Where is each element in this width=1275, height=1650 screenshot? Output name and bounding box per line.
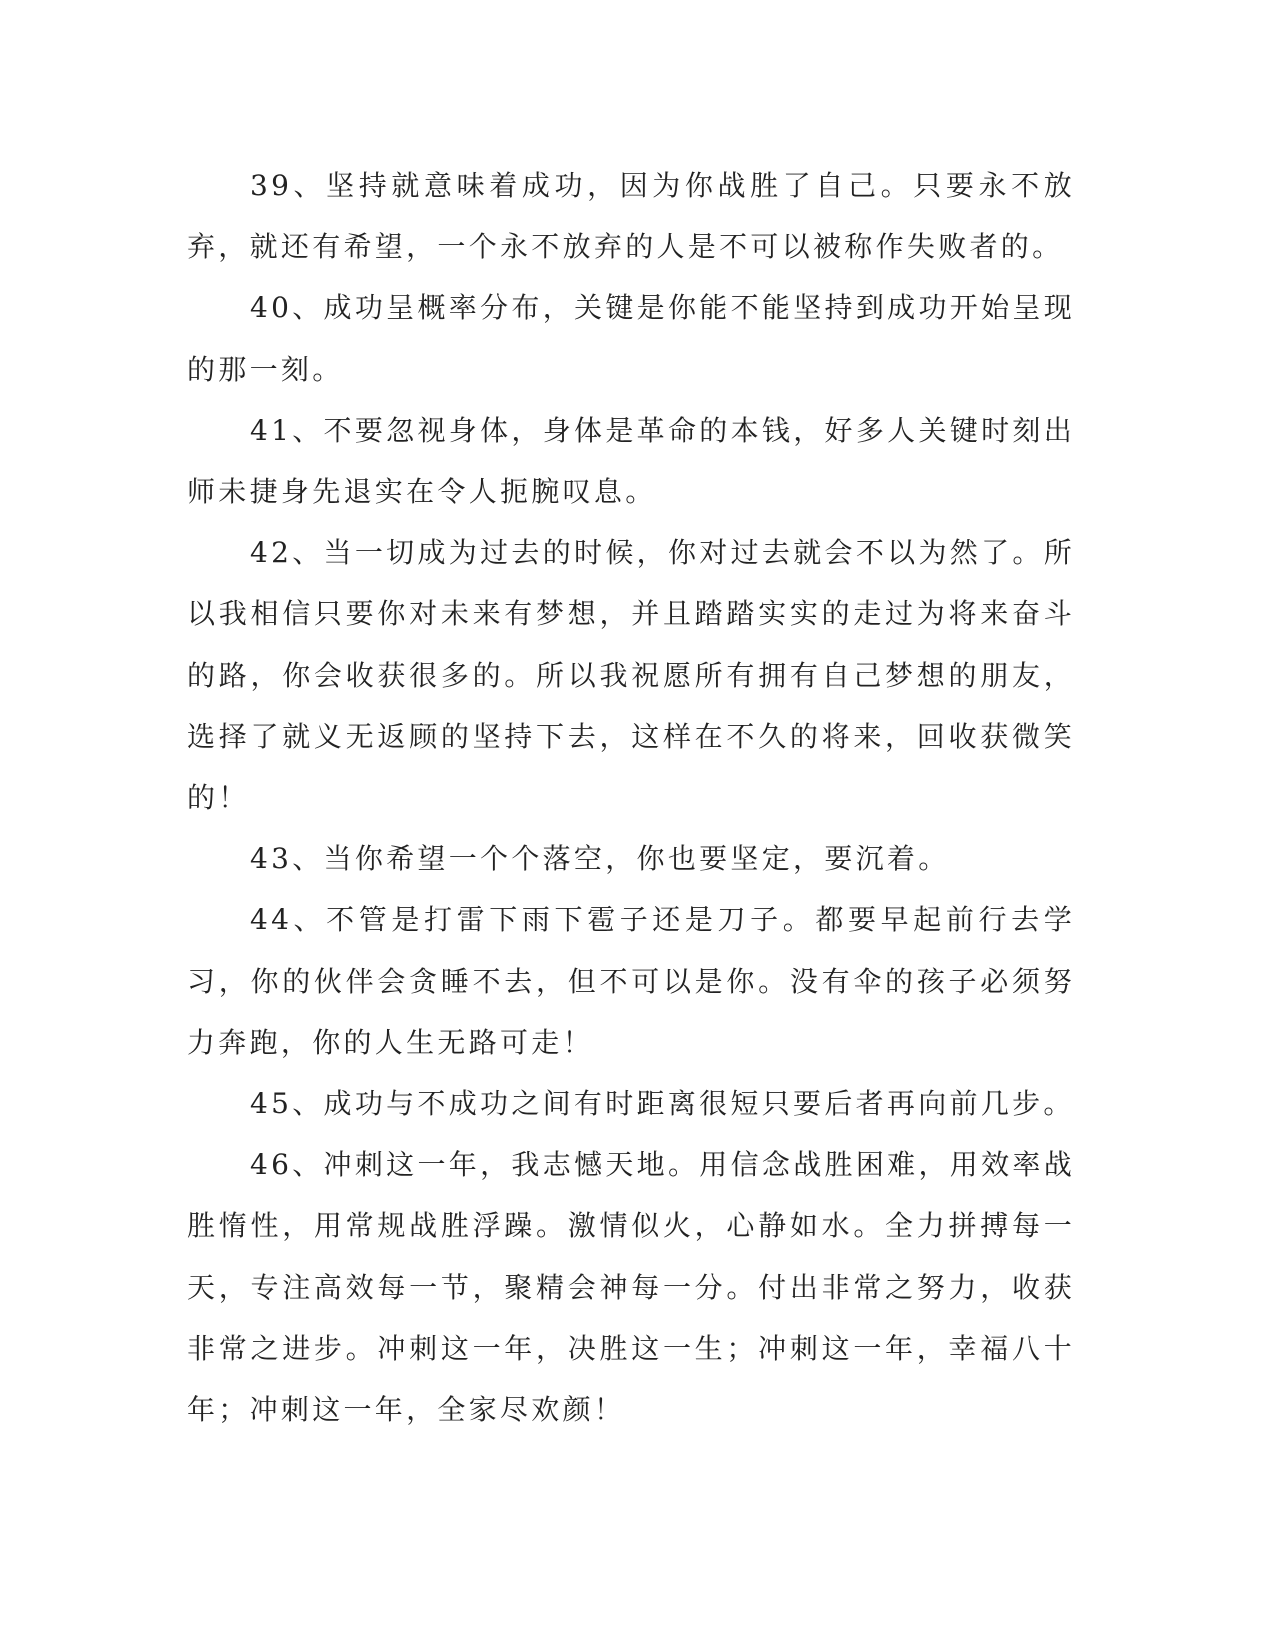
paragraph-45: 45、成功与不成功之间有时距离很短只要后者再向前几步。	[250, 1087, 1075, 1121]
document-body	[187, 155, 1075, 1440]
paragraph-43: 43、当你希望一个个落空，你也要坚定，要沉着。	[250, 842, 950, 876]
paragraph-44: 44、不管是打雷下雨下雹子还是刀子。都要早起前行去学习，你的伙伴会贪睡不去，但不可以是你。没有伞的孩子必须努力奔跑，你的人生无路可走！	[187, 903, 1075, 1059]
paragraph-40: 40、成功呈概率分布，关键是你能不能坚持到成功开始呈现的那一刻。	[187, 291, 1075, 386]
paragraph-39: 39、坚持就意味着成功，因为你战胜了自己。只要永不放弃，就还有希望，一个永不放弃的人是不可以被称作失败者的。	[187, 169, 1075, 264]
paragraph-46: 46、冲刺这一年，我志憾天地。用信念战胜困难，用效率战胜惰性，用常规战胜浮躁。激情似火，心静如水。全力拼搏每一天，专注高效每一节，聚精会神每一分。付出非常之努力，收获非常之进步。冲刺这一年，决胜这一生；冲刺这一年，幸福八十年；冲刺这一年，全家尽欢颜！	[187, 1148, 1075, 1427]
paragraph-42: 42、当一切成为过去的时候，你对过去就会不以为然了。所以我相信只要你对未来有梦想，并且踏踏实实的走过为将来奋斗的路，你会收获很多的。所以我祝愿所有拥有自己梦想的朋友，选择了就义无返顾的坚持下去，这样在不久的将来，回收获微笑的！	[187, 536, 1075, 815]
paragraph-41: 41、不要忽视身体，身体是革命的本钱，好多人关键时刻出师未捷身先退实在令人扼腕叹息。	[187, 413, 1075, 509]
